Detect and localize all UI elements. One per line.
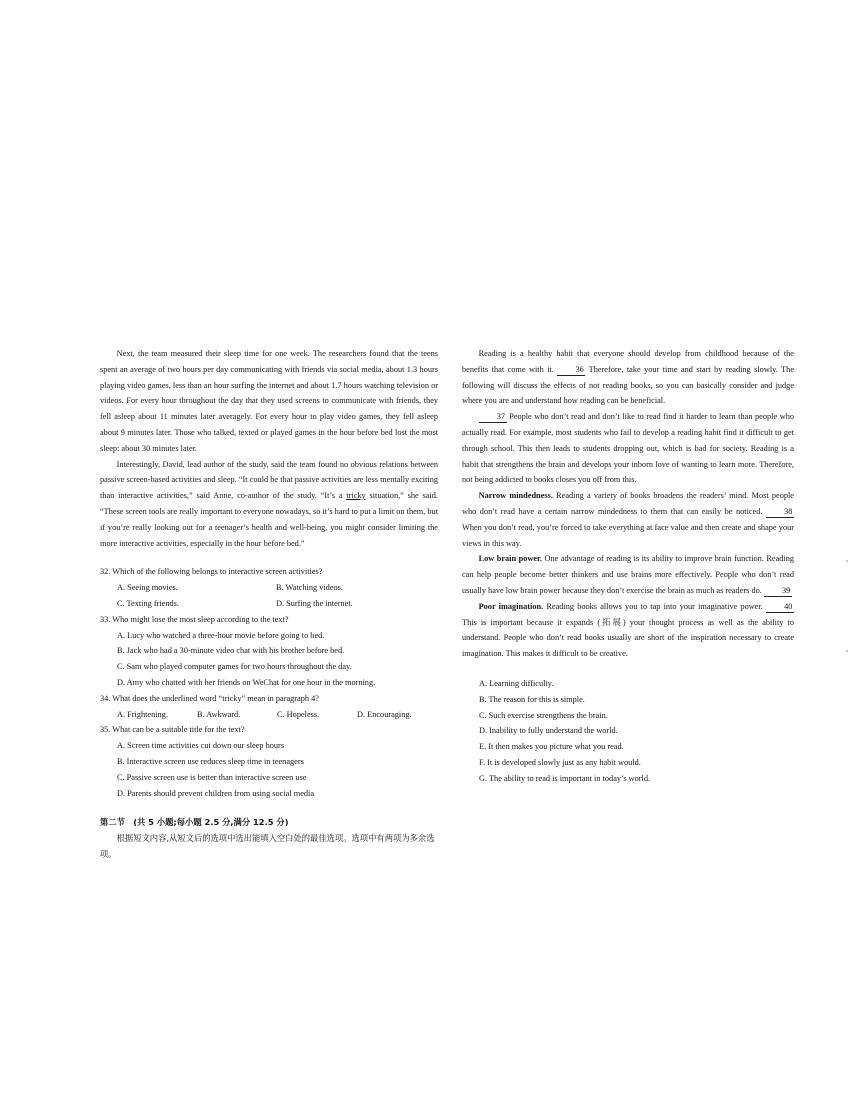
option-a: A. Frightening. bbox=[117, 709, 168, 719]
option-c: C. Sam who played computer games for two hours throughout the day. bbox=[117, 662, 352, 672]
underlined-word-tricky: tricky bbox=[346, 491, 366, 501]
question-32 bbox=[100, 564, 438, 611]
subheading-narrow-mindedness: Narrow mindedness. bbox=[478, 491, 553, 501]
option-a: A. Lucy who watched a three-hour movie before going to bed. bbox=[117, 630, 325, 640]
cloze-paragraph-2: 37 People who don’t read and don’t like to read find it harder to learn than people who actually read. For example, most students who fail to develop a reading habit find it difficult to get through school. This then leads to students dropping out, which is bad for society. Reading is a habit that strengthens the brain and develops your inborn love of wanting to learn more. Therefore, not being addicted to books closes you off from this. bbox=[462, 412, 794, 485]
right-column bbox=[462, 346, 794, 787]
option-a: A. Seeing movies. bbox=[117, 583, 178, 593]
option-c: C. Passive screen use is better than interactive screen use bbox=[117, 772, 307, 782]
option-c: C. Hopeless. bbox=[277, 709, 320, 719]
cloze-paragraph-1: Reading is a healthy habit that everyone should develop from childhood because of the benefits that come with it. 36 Therefore, take your time and start by reading slowly. The following will discuss the effects of not reading books, so you can basically consider and judge where you are and understand how reading can be beneficial. bbox=[462, 349, 794, 406]
subheading-low-brain-power: Low brain power. bbox=[478, 554, 543, 564]
question-33 bbox=[100, 612, 438, 691]
option-d: D. Parents should prevent children from using social media bbox=[117, 788, 315, 798]
option-b: B. Jack who had a 30-minute video chat with his brother before bed. bbox=[117, 646, 345, 656]
option-d: D. Amy who chatted with her friends on WeChat for one hour in the morning. bbox=[117, 677, 376, 687]
question-stem: 33. Who might lose the most sleep according to the text? bbox=[100, 614, 289, 624]
cloze-paragraph-4: Low brain power. One advantage of reading is its ability to improve brain function. Reading can help people become better thinkers and use brains more effectively. People who don’t read usually have low brain power because they don’t exercise the brain as much as readers do. 39 bbox=[462, 554, 794, 595]
choice-c: C. Such exercise strengthens the brain. bbox=[479, 710, 608, 720]
blank-36: 36 bbox=[557, 364, 585, 376]
blank-39: 39 bbox=[764, 585, 792, 597]
passage-paragraph-4: Interestingly, David, lead author of the study, said the team found no obvious relations between passive screen-based activities and sleep. “It could be that passive activities are less mentally exciting than interactive activities,” said Anne, co-author of the study. “It’s a tricky situation,” she said. “These screen tools are really important to everyone nowadays, so it’s hard to put a limit on them, but if you’re really looking out for a teenager’s health and well-being, you might consider limiting the more interactive activities, especially in the hour before bed.” bbox=[100, 459, 438, 548]
choice-e: E. It then makes you picture what you read. bbox=[479, 742, 624, 752]
question-34 bbox=[100, 691, 438, 723]
choice-g: G. The ability to read is important in today’s world. bbox=[479, 773, 651, 783]
answer-choices bbox=[462, 676, 794, 787]
choice-b: B. The reason for this is simple. bbox=[479, 694, 585, 704]
choice-a: A. Learning difficulty. bbox=[479, 678, 554, 688]
option-c: C. Texting friends. bbox=[117, 598, 179, 608]
blank-40: 40 bbox=[766, 601, 794, 613]
question-stem: 35. What can be a suitable title for the text? bbox=[100, 725, 245, 735]
question-stem: 34. What does the underlined word “tricky” mean in paragraph 4? bbox=[100, 693, 319, 703]
choice-d: D. Inability to fully understand the world. bbox=[479, 726, 618, 736]
cloze-paragraph-5: Poor imagination. Reading books allows you to tap into your imaginative power. 40 This is important because it expands (拓展) your thought process as well as the ability to understand. People who don’t read books usually are short of the inspiration necessary to create imagination. This makes it difficult to be creative. bbox=[462, 601, 794, 659]
scan-speck bbox=[846, 560, 848, 562]
option-d: D. Surfing the internet. bbox=[276, 598, 353, 608]
option-b: B. Interactive screen use reduces sleep time in teenagers bbox=[117, 756, 304, 766]
left-column bbox=[100, 346, 438, 863]
option-b: B. Watching videos. bbox=[276, 583, 343, 593]
blank-38: 38 bbox=[766, 506, 794, 518]
scan-speck bbox=[846, 650, 848, 652]
section-instructions: 根据短文内容,从短文后的选项中选出能填入空白处的最佳选项。选项中有两项为多余选项。 bbox=[100, 833, 435, 859]
passage-paragraph-3: Next, the team measured their sleep time for one week. The researchers found that the teens spent an average of two hours per day communicating with friends via social media, about 1.3 hours playing video games, less than an hour surfing the internet and about 1.7 hours watching television or videos. For every hour throughout the day that they used screens to communicate with friends, they fell asleep about 11 minutes later averagely. For every hour to play video games, they fell asleep about 9 minutes later. Those who talked, texted or played games in the hour before bed lost the most sleep: about 30 minutes later. bbox=[100, 349, 438, 453]
blank-37: 37 bbox=[479, 411, 507, 423]
option-d: D. Encouraging. bbox=[357, 709, 412, 719]
question-stem: 32. Which of the following belongs to interactive screen activities? bbox=[100, 567, 323, 577]
choice-f: F. It is developed slowly just as any habit would. bbox=[479, 757, 641, 767]
cloze-paragraph-3: Narrow mindedness. Reading a variety of books broadens the readers’ mind. Most people who don’t read have a certain narrow mindedness to them that can easily be noticed. 38 When you don’t read, you’re forced to take everything at face value and then create and shape your views in this way. bbox=[462, 491, 794, 548]
question-35 bbox=[100, 722, 438, 801]
section-title: 第二节 (共 5 小题;每小题 2.5 分,满分 12.5 分) bbox=[100, 817, 289, 828]
subheading-poor-imagination: Poor imagination. bbox=[478, 601, 544, 611]
option-b: B. Awkward. bbox=[197, 709, 241, 719]
option-a: A. Screen time activities cut down our sleep hours bbox=[117, 741, 285, 751]
